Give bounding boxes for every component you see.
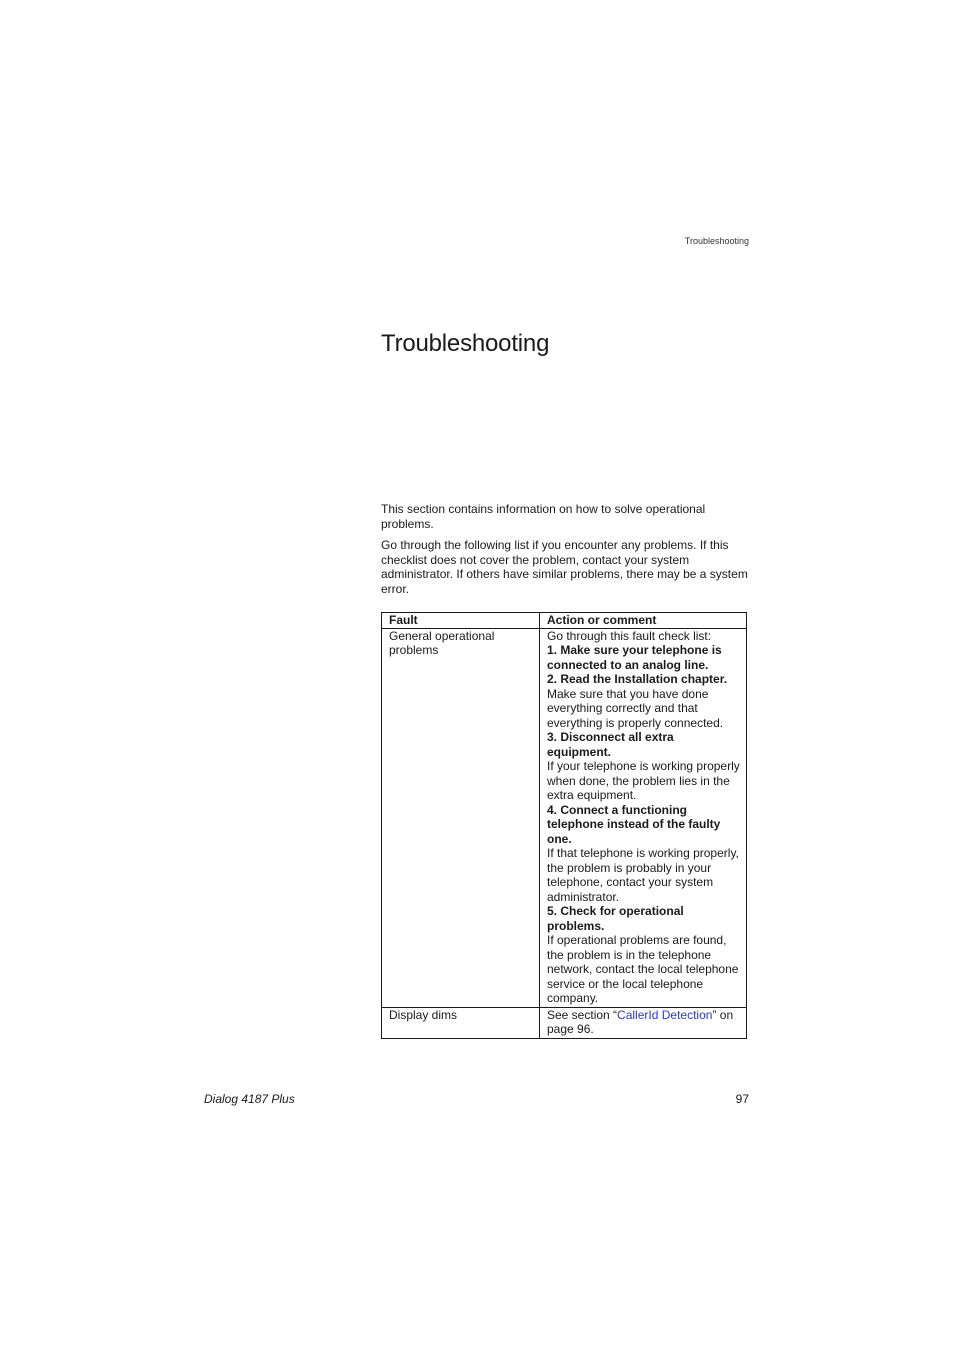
action-cell <box>540 1007 747 1038</box>
action-prefix: See section “ <box>547 1007 618 1022</box>
step-3: 3. Disconnect all extra equipment. <box>547 730 674 759</box>
intro-paragraph-1: This section contains information on how to solve operational problems. <box>381 502 706 531</box>
step-4-description: If that telephone is working properly, the problem is probably in your telephone, contact your system administrator. <box>547 846 739 904</box>
fault-cell: Display dims <box>382 1007 540 1038</box>
footer-page-number: 97 <box>735 1092 749 1106</box>
step-3-description: If your telephone is working properly when done, the problem lies in the extra equipment. <box>547 759 740 802</box>
callerid-detection-link[interactable]: CallerId Detection <box>617 1007 713 1022</box>
table-header-row <box>382 613 747 629</box>
intro-paragraph-2: Go through the following list if you encounter any problems. If this checklist does not cover the problem, contact your system administrator. If others have similar problems, there may be a system error. <box>381 538 748 596</box>
footer-product-name: Dialog 4187 Plus <box>204 1092 295 1106</box>
step-5-description: If operational problems are found, the problem is in the telephone network, contact the local telephone service or the local telephone company. <box>547 933 739 1005</box>
header-action: Action or comment <box>540 613 747 629</box>
running-header: Troubleshooting <box>684 236 749 246</box>
step-1: 1. Make sure your telephone is connected to an analog line. <box>547 643 722 672</box>
table-row <box>382 628 747 1007</box>
fault-table <box>381 612 747 1039</box>
intro-section <box>381 502 749 603</box>
table-row <box>382 1007 747 1038</box>
checklist-lead: Go through this fault check list: <box>547 628 712 643</box>
action-cell <box>540 628 747 1007</box>
header-fault: Fault <box>382 613 540 629</box>
step-2: 2. Read the Installation chapter. <box>547 672 728 686</box>
page-title: Troubleshooting <box>381 330 550 357</box>
step-5: 5. Check for operational problems. <box>547 904 684 933</box>
step-2-description: Make sure that you have done everything correctly and that everything is properly connected. <box>547 686 724 730</box>
action-suffix: ” on page 96. <box>547 1007 734 1036</box>
fault-cell: General operational problems <box>382 628 540 1007</box>
step-4: 4. Connect a functioning telephone instead of the faulty one. <box>547 802 721 846</box>
